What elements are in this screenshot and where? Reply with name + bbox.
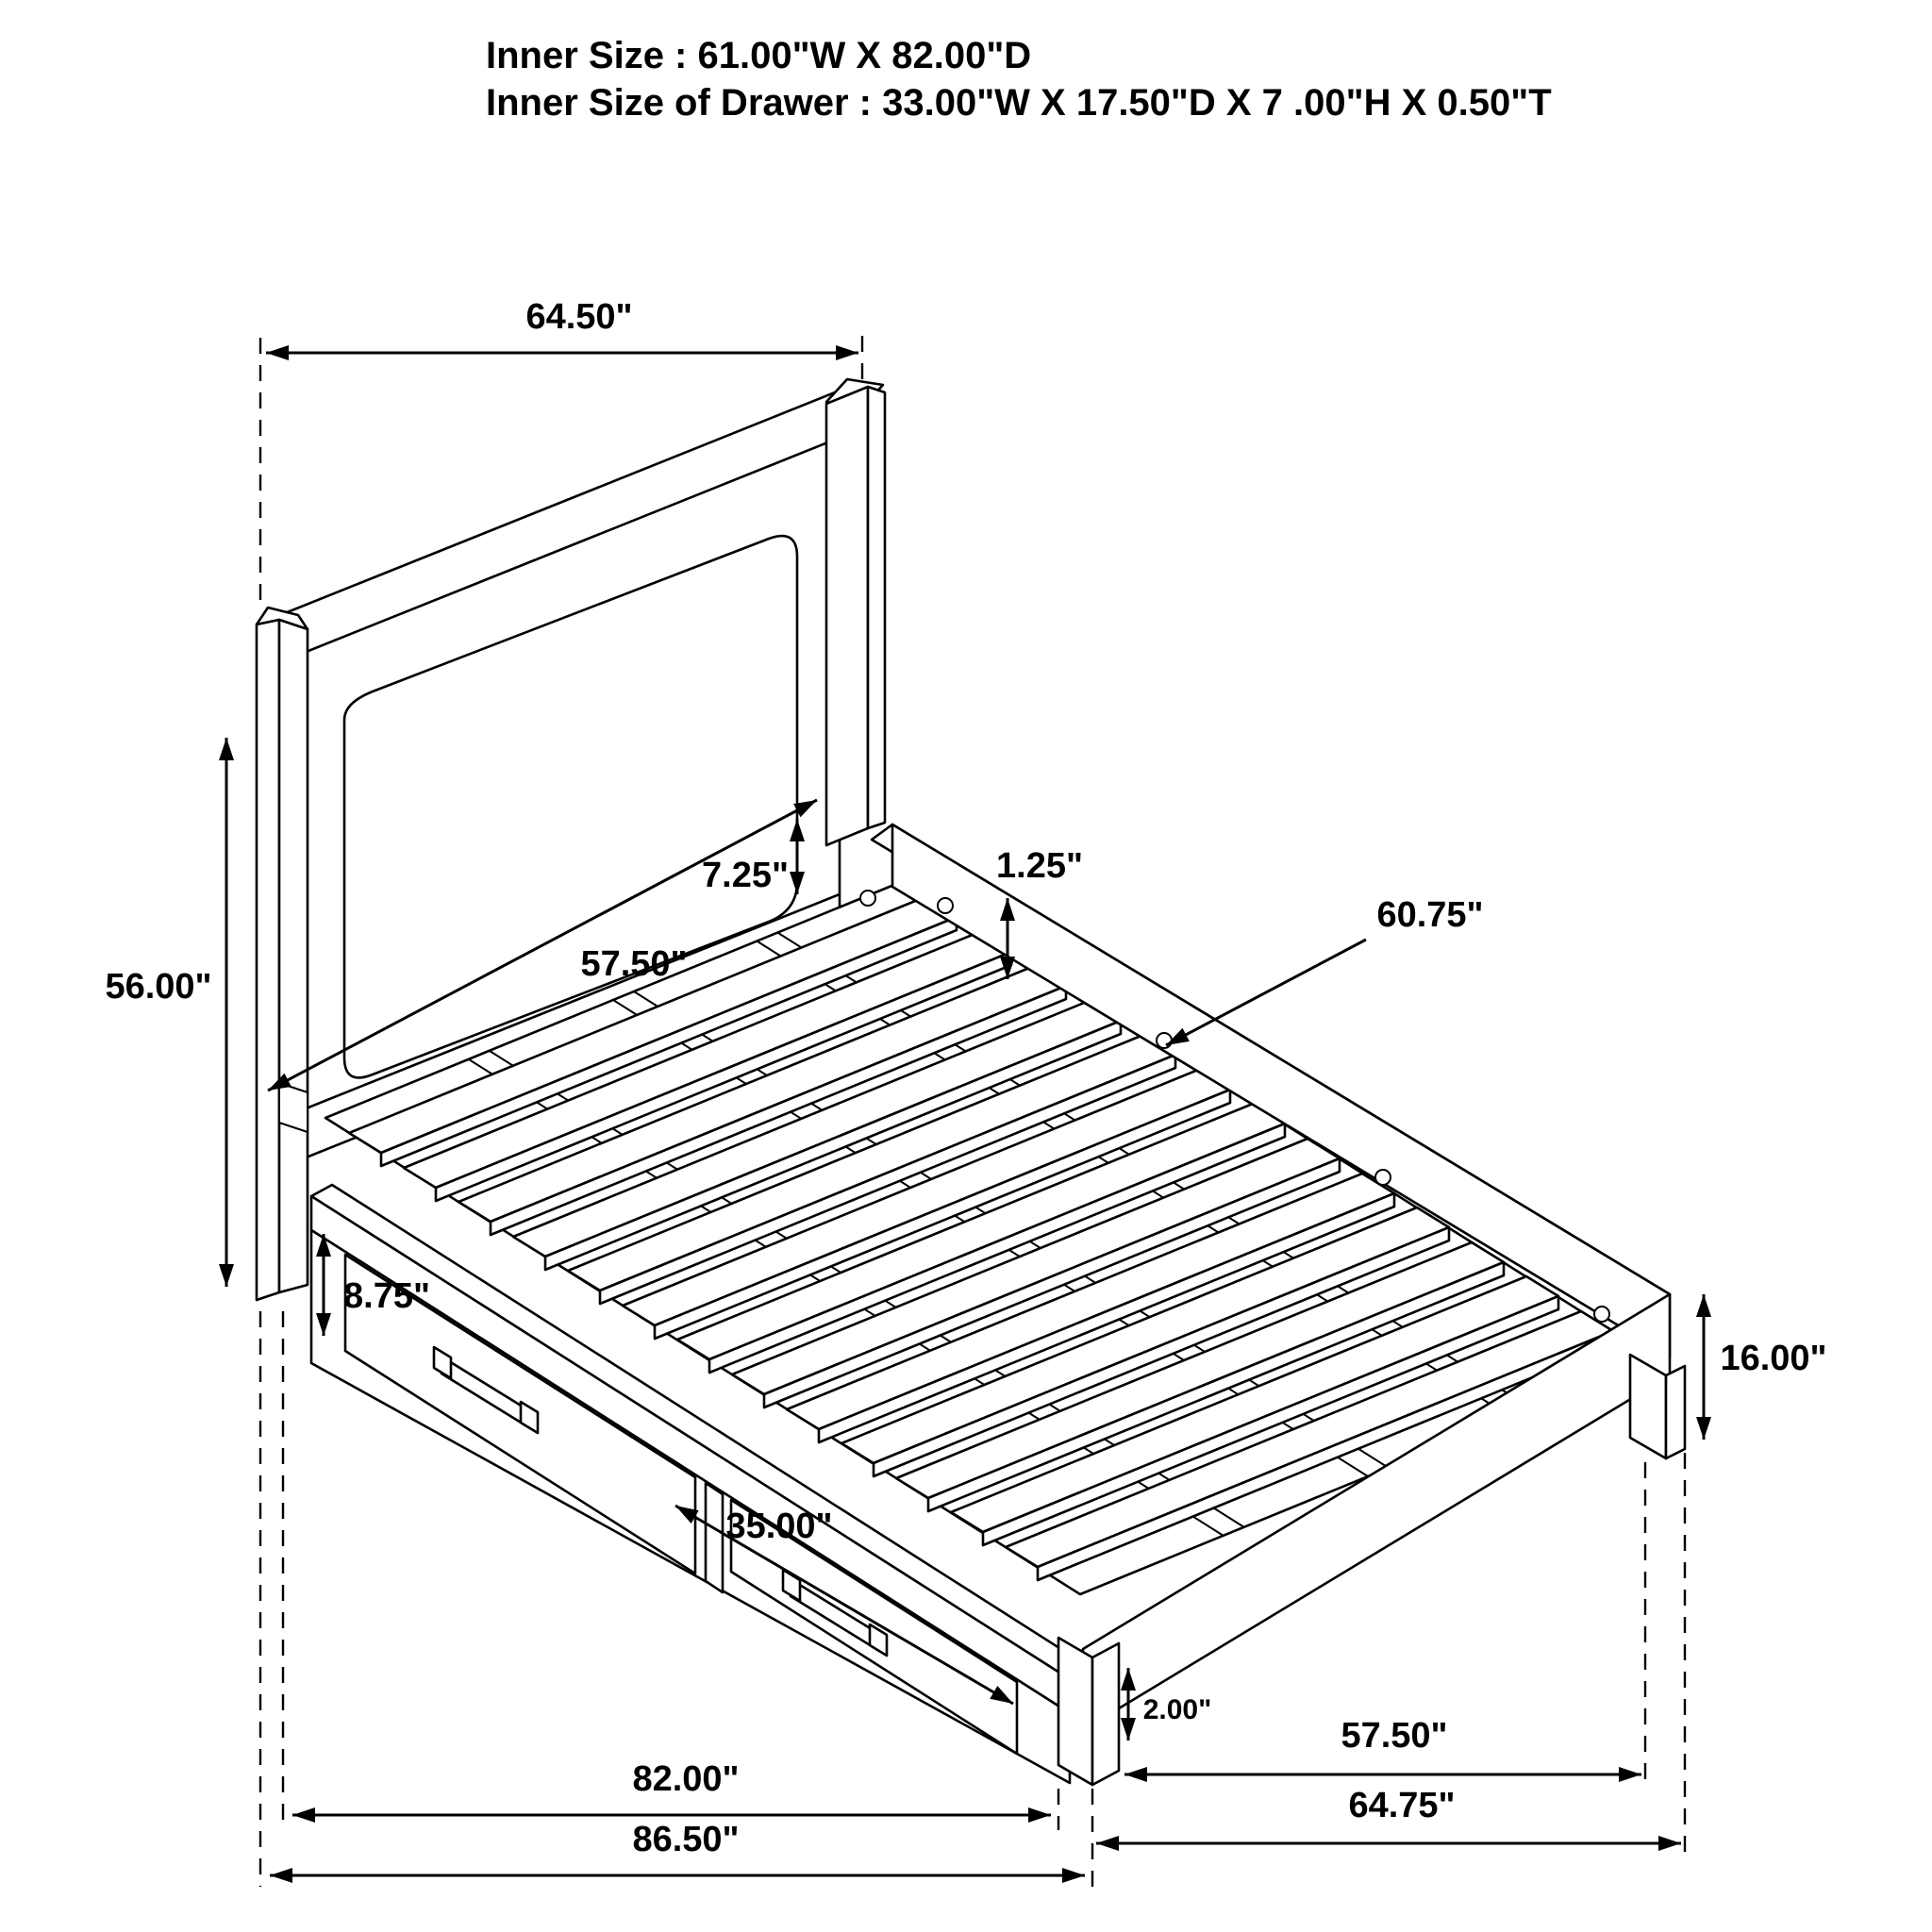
title-block <box>486 35 1552 124</box>
foot-leg-near-front <box>1058 1638 1092 1785</box>
dim-drawer-width-label: 35.00" <box>725 1507 833 1546</box>
foot-leg-near-side <box>1092 1643 1119 1785</box>
headboard-post-left-side <box>257 620 279 1300</box>
dim-storage-length-label: 82.00" <box>632 1759 740 1799</box>
rail-bracket <box>279 1083 308 1132</box>
title-line-2: Inner Size of Drawer : 33.00"W X 17.50"D X 7 .00"H X 0.50"T <box>486 82 1552 124</box>
headboard-post-right-side <box>868 387 885 828</box>
dim-clearance-label: 2.00" <box>1142 1694 1212 1725</box>
dim-foot-overall-label: 64.75" <box>1348 1786 1456 1825</box>
dim-headboard-inner-label: 57.50" <box>580 944 688 984</box>
dim-overall-length-label: 86.50" <box>632 1820 740 1859</box>
dim-foot-inner-label: 57.50" <box>1341 1716 1448 1756</box>
dim-headboard-width-label: 64.50" <box>525 297 633 337</box>
dim-footboard-height-label: 16.00" <box>1720 1339 1827 1378</box>
headboard-post-left-front <box>279 620 308 1292</box>
dim-drawer-height-label: 8.75" <box>343 1276 430 1316</box>
dim-headboard-height-label: 56.00" <box>105 967 212 1007</box>
dim-slat-width-leader <box>1166 940 1366 1045</box>
dim-slat-width-label: 60.75" <box>1376 895 1484 935</box>
dim-lip-label: 1.25" <box>996 846 1083 886</box>
headboard-post-right-front <box>826 387 868 845</box>
dim-gap-label: 7.25" <box>702 856 789 895</box>
title-line-1: Inner Size : 61.00"W X 82.00"D <box>486 35 1032 76</box>
drawer-divider <box>706 1483 723 1592</box>
foot-leg-far-side <box>1666 1366 1685 1458</box>
